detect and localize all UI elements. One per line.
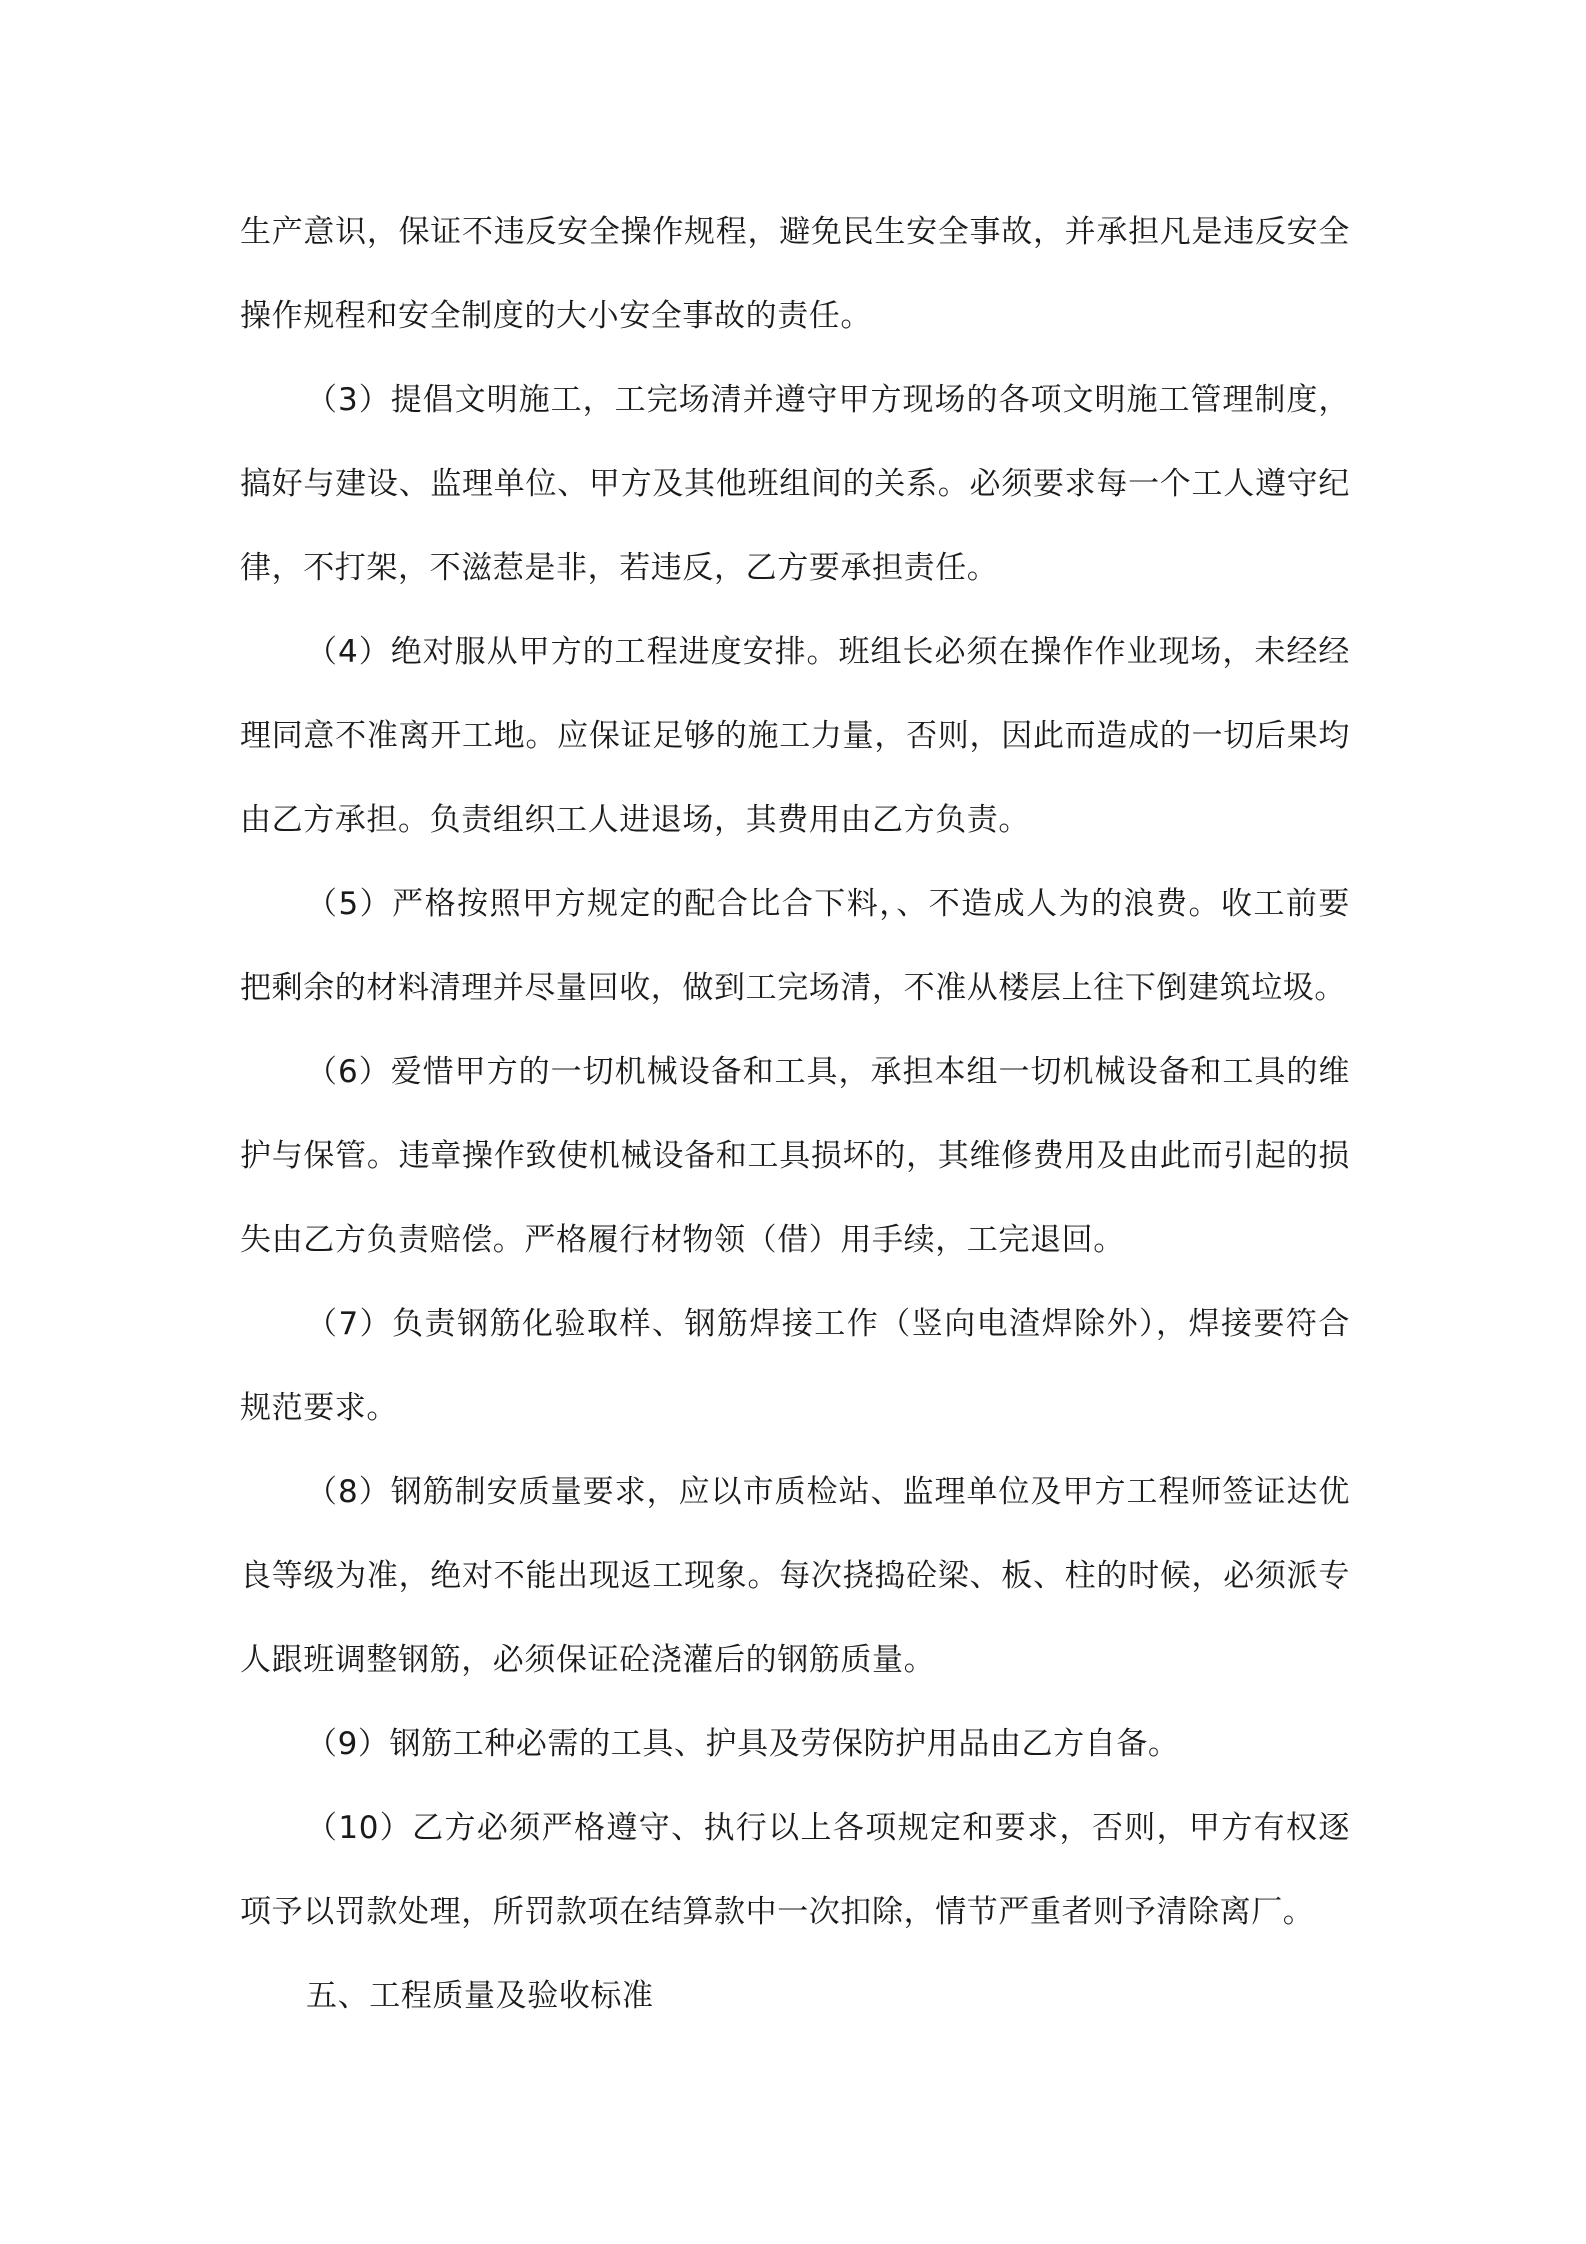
paragraph-item-9: （9）钢筋工种必需的工具、护具及劳保防护用品由乙方自备。 (306, 1726, 1180, 1762)
paragraph-item-8: （8）钢筋制安质量要求，应以市质检站、监理单位及甲方工程师签证达优良等级为准，绝对不能出现返工现象。每次挠捣砼梁、板、柱的时候，必须派专人跟班调整钢筋，必须保证砼浇灌后的钢筋质量。 (240, 1474, 1350, 1678)
paragraph-item-7: （7）负责钢筋化验取样、钢筋焊接工作（竖向电渣焊除外），焊接要符合规范要求。 (240, 1306, 1350, 1426)
paragraph-item-3: （3）提倡文明施工，工完场清并遵守甲方现场的各项文明施工管理制度，搞好与建设、监理单位、甲方及其他班组间的关系。必须要求每一个工人遵守纪律，不打架，不滋惹是非，若违反，乙方要承担责任。 (240, 382, 1350, 586)
paragraph-continuation: 生产意识，保证不违反安全操作规程，避免民生安全事故，并承担凡是违反安全操作规程和安全制度的大小安全事故的责任。 (240, 214, 1350, 334)
section-heading: 五、工程质量及验收标准 (306, 1978, 654, 2014)
paragraph-item-5: （5）严格按照甲方规定的配合比合下料，、不造成人为的浪费。收工前要把剩余的材料清理并尽量回收，做到工完场清，不准从楼层上往下倒建筑垃圾。 (240, 886, 1350, 1006)
document-body (240, 190, 1350, 2038)
paragraph-item-6: （6）爱惜甲方的一切机械设备和工具，承担本组一切机械设备和工具的维护与保管。违章操作致使机械设备和工具损坏的，其维修费用及由此而引起的损失由乙方负责赔偿。严格履行材物领（借）用手续，工完退回。 (240, 1054, 1350, 1258)
paragraph-item-4: （4）绝对服从甲方的工程进度安排。班组长必须在操作作业现场，未经经理同意不准离开工地。应保证足够的施工力量，否则，因此而造成的一切后果均由乙方承担。负责组织工人进退场，其费用由乙方负责。 (240, 634, 1350, 838)
paragraph-item-10: （10）乙方必须严格遵守、执行以上各项规定和要求，否则，甲方有权逐项予以罚款处理，所罚款项在结算款中一次扣除，情节严重者则予清除离厂。 (240, 1810, 1350, 1930)
